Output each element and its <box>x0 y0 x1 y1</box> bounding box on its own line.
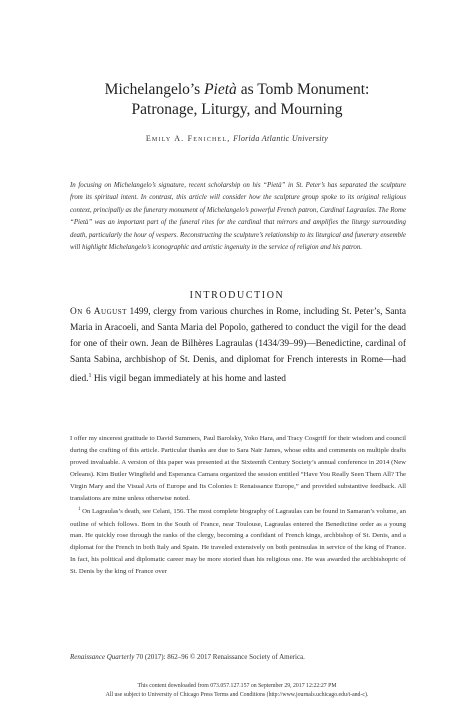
title-italic-word: Pietà <box>204 81 237 98</box>
footnote-number: 1 <box>78 507 81 513</box>
footnotes <box>70 433 406 578</box>
journal-citation: Renaissance Quarterly 70 (2017): 862–96 © 2017 Renaissance Society of America. <box>70 653 305 661</box>
lead-in: On 6 August <box>70 307 127 317</box>
abstract: In focusing on Michelangelo’s signature, recent scholarship on his “Pietà” in St. Peter’s has separated the sculpture from its spiritual intent. In contrast, this article will consider how the sculpture group spoke to its original religious context, principally as the funerary monument of Michelangelo’s powerful French patron, Cardinal Lagraulas. The Rome “Pietà” was an important part of the funeral rites for the cardinal that mirrors and amplifies the liturgy surrounding death, particularly the hour of vespers. Reconstructing the sculpture’s relationship to its liturgical and funerary ensemble will highlight Michelangelo’s iconographic and artistic ingenuity in the service of religion and his patron. <box>70 182 406 252</box>
footer-line-2[interactable]: All use subject to University of Chicago Press Terms and Conditions (http://www.journals.uchicago.edu/t-and-c). <box>105 691 369 698</box>
download-footer <box>0 682 474 700</box>
section-heading: INTRODUCTION <box>189 290 285 301</box>
body-paragraph: On 6 August 1499, clergy from various churches in Rome, including St. Peter’s, Santa Maria in Aracoeli, and Santa Maria del Popolo, gathered to conduct the vigil for the dead for one of their own. Jean de Bilhères Lagraulas (1434/39–99)—Benedictine, cardinal of Santa Sabina, archbishop of St. Denis, and diplomat for French interests in Rome—had died.$^1$ His vigil began immediately at his home and lasted <box>70 307 406 384</box>
author-name: Emily A. Fenichel, <box>145 134 231 143</box>
title-line-1: Michelangelo’s Pietà as Tomb Monument: <box>104 81 370 98</box>
acknowledgment-note: I offer my sincerest gratitude to David Summers, Paul Barolsky, Yoko Hara, and Tracy Cosgriff for their wisdom and council during the crafting of this article. Particular thanks are due to Sara Nair James, whose edits and comments on multiple drafts proved invaluable. A version of this paper was presented at the Sixteenth Century Society’s annual conference in 2014 (New Orleans). Kim Butler Wingfield and Esperanca Camara organized the session entitled “Have You Really Seen Them All? The Virgin Mary and the Visual Arts of Europe and Its Colonies I: Renaissance Europe,” and provided substantive feedback. All translations are mine unless otherwise noted. <box>70 435 406 502</box>
author-affiliation: Florida Atlantic University <box>233 134 329 143</box>
author-line <box>0 134 474 143</box>
journal-name: Renaissance Quarterly <box>70 653 135 661</box>
article-title <box>0 80 474 120</box>
title-line-2: Patronage, Liturgy, and Mourning <box>131 101 343 118</box>
footnote-reference[interactable]: 1 <box>88 372 92 379</box>
footnote-1: $^1$ On Lagraulas’s death, see Celani, 156. The most complete biography of Lagraulas can be found in Samaran’s volume, an outline of which follows. Born in the South of France, near Toulouse, Lagraulas entered the Benedictine order as a young man. He quickly rose through the ranks of the clergy, becoming a confidant of French kings, archbishop of St. Denis, and a diplomat for the French in both Italy and Spain. He traveled extensively on both peninsulas in service of the king of France. In fact, his political and diplomatic career may be more storied than his religious one. He was awarded the archbishopric of St. Denis by the king of France over <box>70 507 406 576</box>
footer-line-1: This content downloaded from 073.057.127.157 on September 29, 2017 12:22:27 PM <box>137 683 337 689</box>
